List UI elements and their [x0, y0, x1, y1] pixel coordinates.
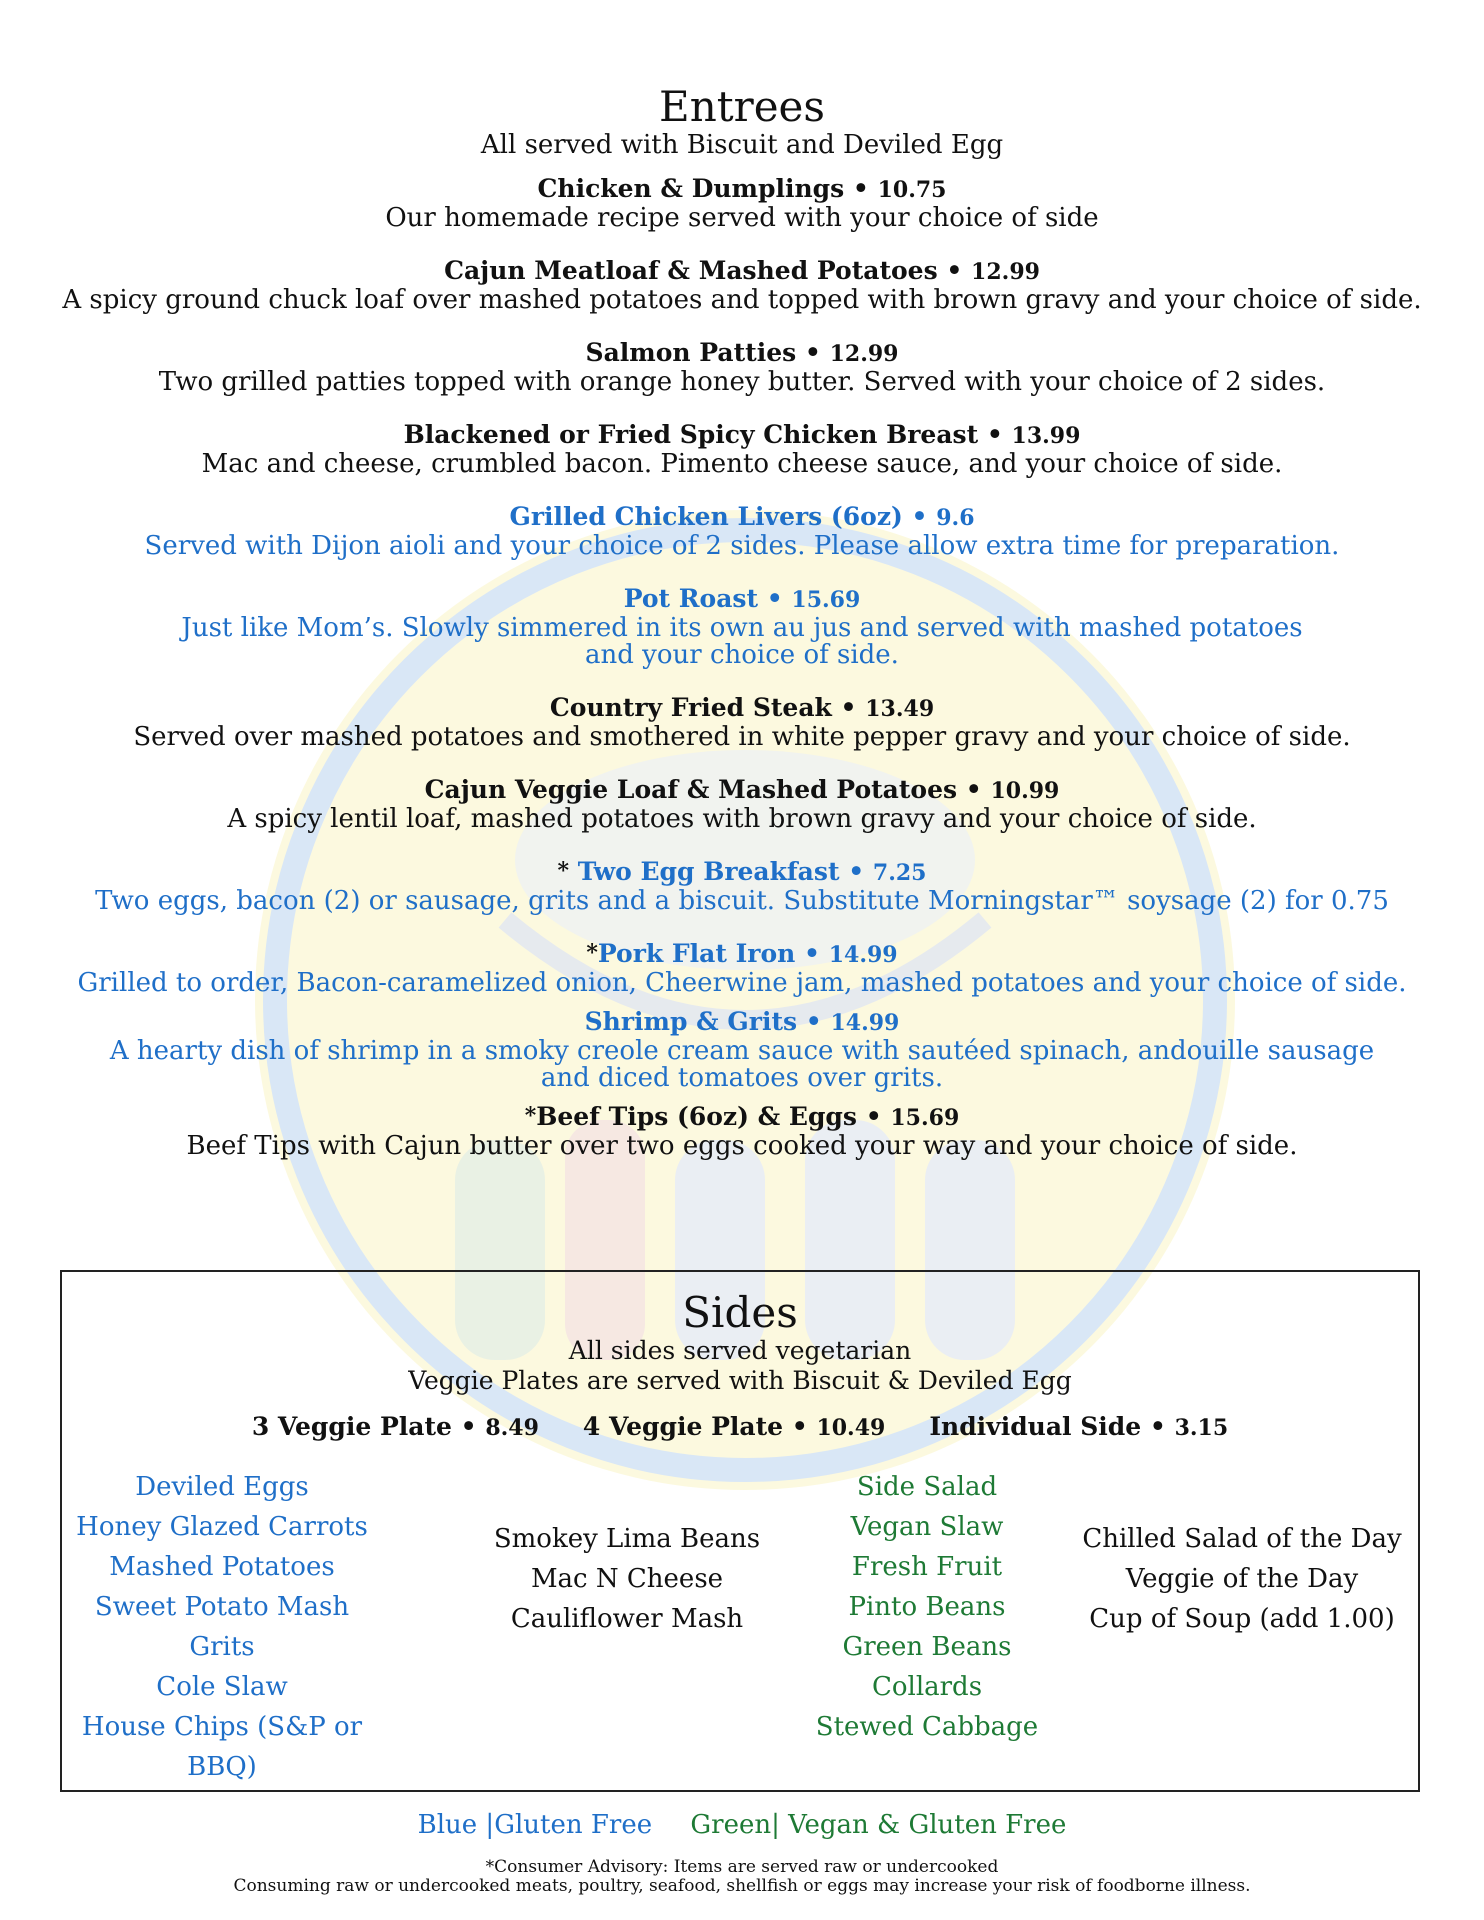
item-description: Mac and cheese, crumbled bacon. Pimento cheese sauce, and your choice of side.: [201, 449, 1283, 479]
sides-title: Sides: [682, 1288, 798, 1337]
item-name: Country Fried Steak •: [549, 693, 866, 722]
list-item: Smokey Lima Beans: [493, 1524, 761, 1554]
list-item: Side Salad: [856, 1472, 998, 1502]
plate-name: 4 Veggie Plate •: [582, 1412, 817, 1441]
list-item: Vegan Slaw: [850, 1512, 1004, 1542]
item-description-cont: and diced tomatoes over grits.: [540, 1063, 944, 1093]
sides-plates-note: Veggie Plates are served with Biscuit & Deviled Egg: [408, 1366, 1072, 1395]
list-item: Collards: [871, 1672, 983, 1702]
advisory-line-1: *Consumer Advisory: Items are served raw or undercooked: [485, 1857, 999, 1877]
list-item: Stewed Cabbage: [815, 1712, 1039, 1742]
item-price: 12.99: [829, 341, 899, 367]
list-item: Grits: [189, 1632, 255, 1662]
plate-name: Individual Side •: [929, 1412, 1175, 1441]
regular-sides-list: [472, 1519, 782, 1639]
item-price: 13.99: [1011, 423, 1081, 449]
item-description: Just like Mom’s. Slowly simmered in its own au jus and served with mashed potatoes: [181, 613, 1303, 643]
item-description: Beef Tips with Cajun butter over two eggs cooked your way and your choice of side.: [186, 1131, 1298, 1161]
item-price: 7.25: [872, 860, 927, 886]
list-item: Pinto Beans: [848, 1592, 1006, 1622]
consumer-advisory: [0, 1858, 1484, 1896]
item-price: 14.99: [830, 1010, 900, 1036]
item-price: 14.99: [828, 942, 898, 968]
item-name: Chicken & Dumplings •: [537, 174, 878, 203]
advisory-line-2: Consuming raw or undercooked meats, poultry, seafood, shellfish or eggs may increase your risk of foodborne illness.: [233, 1876, 1251, 1896]
list-item: Mac N Cheese: [530, 1564, 724, 1594]
menu-item-chicken-breast: [40, 420, 1444, 478]
sides-subtitle: All sides served vegetarian: [568, 1336, 912, 1365]
item-name: Salmon Patties •: [585, 338, 830, 367]
vegan-gluten-free-sides-list: [802, 1467, 1052, 1747]
plate-price: 10.49: [816, 1415, 886, 1441]
advisory-star: *: [524, 1103, 537, 1129]
list-item: Chilled Salad of the Day: [1082, 1524, 1402, 1554]
plate-name: 3 Veggie Plate •: [251, 1412, 486, 1441]
menu-item-beef-tips: [40, 1102, 1444, 1160]
menu-item-two-egg-breakfast: [40, 857, 1444, 915]
entrees-title: Entrees: [659, 82, 825, 131]
advisory-star: *: [586, 940, 598, 966]
item-description: Two eggs, bacon (2) or sausage, grits and a biscuit. Substitute Morningstar™ soysage (2) for 0.75: [95, 886, 1389, 916]
item-description-cont: and your choice of side.: [585, 640, 899, 670]
menu-item-country-fried-steak: [40, 693, 1444, 751]
item-name: Pork Flat Iron •: [597, 939, 829, 968]
plate-4-veggie: [583, 1412, 885, 1441]
menu-item-veggie-loaf: [40, 775, 1444, 833]
item-price: 13.49: [865, 696, 935, 722]
item-name: Cajun Meatloaf & Mashed Potatoes •: [444, 256, 972, 285]
list-item: Mashed Potatoes: [109, 1552, 335, 1582]
list-item: House Chips (S&P or BBQ): [81, 1712, 363, 1782]
item-price: 10.99: [990, 778, 1060, 804]
item-name: Two Egg Breakfast •: [569, 857, 873, 886]
plate-individual-side: [929, 1412, 1228, 1441]
item-name: Shrimp & Grits •: [584, 1007, 831, 1036]
sides-box: [60, 1270, 1420, 1792]
color-legend: [0, 1810, 1484, 1840]
item-description: A hearty dish of shrimp in a smoky creole cream sauce with sautéed spinach, andouille sausage: [109, 1036, 1375, 1066]
item-price: 15.69: [890, 1105, 960, 1131]
list-item: Green Beans: [842, 1632, 1012, 1662]
item-price: 15.69: [791, 587, 861, 613]
item-description: Served over mashed potatoes and smothered in white pepper gravy and your choice of side.: [133, 722, 1351, 752]
entrees-subtitle: All served with Biscuit and Deviled Egg: [480, 130, 1004, 160]
list-item: Sweet Potato Mash: [94, 1592, 350, 1622]
menu-item-chicken-dumplings: [40, 174, 1444, 232]
item-description: A spicy ground chuck loaf over mashed potatoes and topped with brown gravy and your choice of side.: [62, 285, 1422, 315]
item-name: Cajun Veggie Loaf & Mashed Potatoes •: [424, 775, 991, 804]
legend-gluten-free: Blue |Gluten Free: [417, 1810, 653, 1840]
item-price: 9.6: [936, 505, 975, 531]
item-description: Served with Dijon aioli and your choice of 2 sides. Please allow extra time for preparation.: [144, 531, 1340, 561]
list-item: Fresh Fruit: [851, 1552, 1003, 1582]
list-item: Veggie of the Day: [1125, 1564, 1359, 1594]
item-name: Pot Roast •: [623, 584, 792, 613]
item-price: 12.99: [971, 259, 1040, 285]
list-item: Honey Glazed Carrots: [76, 1512, 368, 1542]
item-name: Blackened or Fried Spicy Chicken Breast •: [403, 420, 1012, 449]
menu-item-shrimp-grits: [40, 1007, 1444, 1092]
legend-vegan-gluten-free: Green| Vegan & Gluten Free: [690, 1810, 1067, 1840]
list-item: Cole Slaw: [156, 1672, 288, 1702]
list-item: Deviled Eggs: [135, 1472, 309, 1502]
gluten-free-sides-list: [72, 1467, 372, 1787]
item-description: Two grilled patties topped with orange honey butter. Served with your choice of 2 sides.: [158, 367, 1326, 397]
menu-item-cajun-meatloaf: [40, 256, 1444, 314]
menu-item-salmon-patties: [40, 338, 1444, 396]
plate-prices: [62, 1412, 1418, 1441]
menu-item-chicken-livers: [40, 502, 1444, 560]
entrees-section: [40, 84, 1444, 1184]
list-item: Cauliflower Mash: [510, 1604, 744, 1634]
item-price: 10.75: [877, 177, 947, 203]
item-name: Grilled Chicken Livers (6oz) •: [509, 502, 937, 531]
plate-3-veggie: [252, 1412, 539, 1441]
daily-sides-list: [1072, 1519, 1412, 1639]
plate-price: 3.15: [1174, 1415, 1229, 1441]
list-item: Cup of Soup (add 1.00): [1089, 1604, 1395, 1634]
item-description: Grilled to order, Bacon-caramelized onion, Cheerwine jam, mashed potatoes and your choice of side.: [77, 968, 1407, 998]
menu-item-pork-flat-iron: [40, 939, 1444, 997]
advisory-star: *: [557, 858, 570, 884]
item-description: A spicy lentil loaf, mashed potatoes with brown gravy and your choice of side.: [227, 804, 1257, 834]
plate-price: 8.49: [485, 1415, 539, 1441]
item-description: Our homemade recipe served with your choice of side: [385, 203, 1099, 233]
menu-item-pot-roast: [40, 584, 1444, 669]
item-name: Beef Tips (6oz) & Eggs •: [536, 1102, 891, 1131]
